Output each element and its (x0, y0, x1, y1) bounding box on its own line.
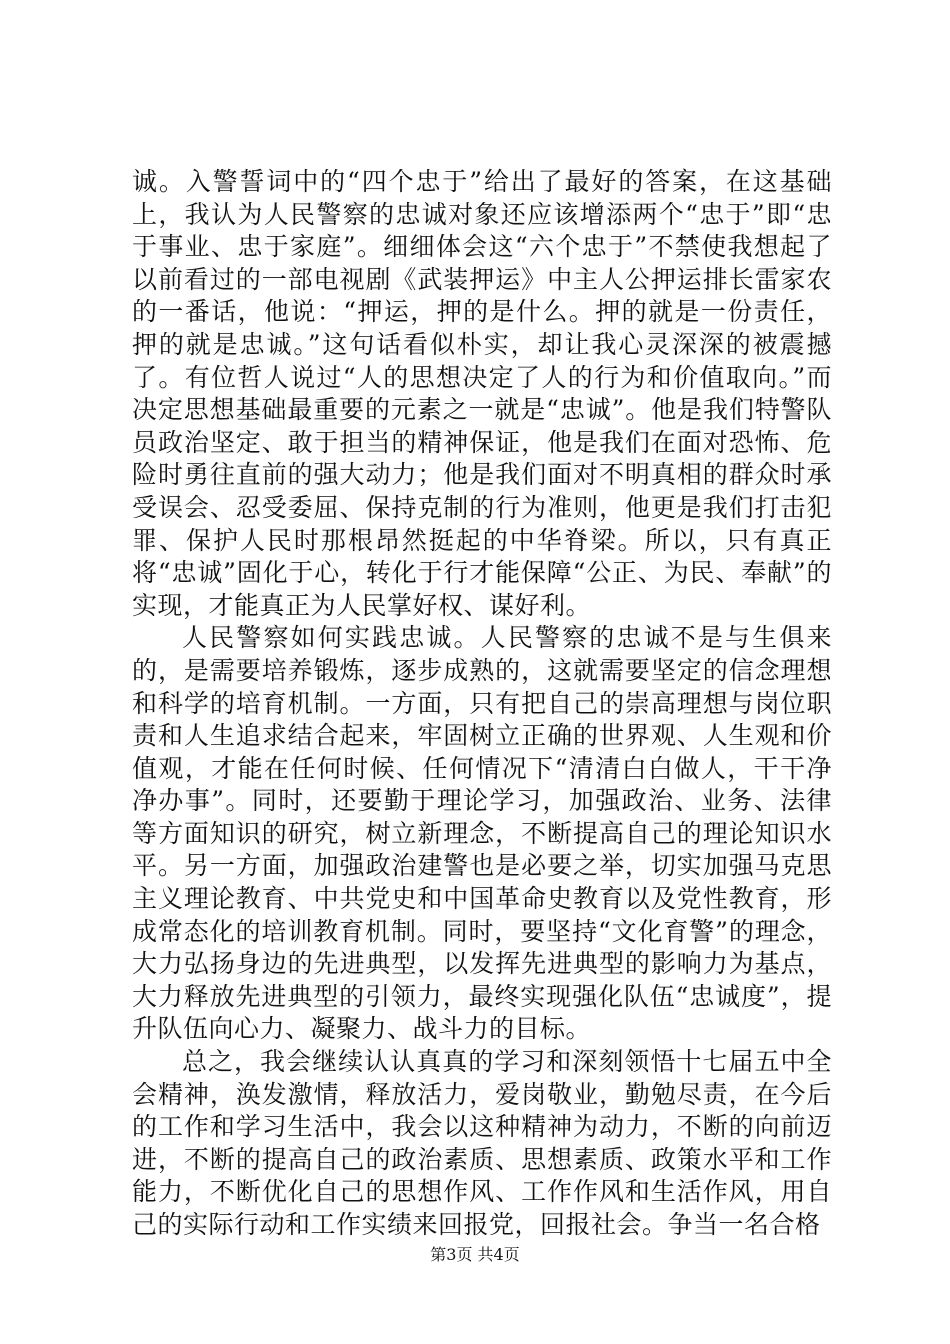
page-number: 第3页 共4页 (430, 1245, 520, 1264)
document-body (132, 166, 832, 1242)
paragraph-continuation: 诚。入警誓词中的“四个忠于”给出了最好的答案，在这基础上，我认为人民警察的忠诚对象还应该增添两个“忠于”即“忠于事业、忠于家庭”。细细体会这“六个忠于”不禁使我想起了以前看过的一部电视剧《武装押运》中主人公押运排长雷家农的一番话，他说：“押运，押的是什么。押的就是一份责任，押的就是忠诚。”这句话看似朴实，却让我心灵深深的被震撼了。有位哲人说过“人的思想决定了人的行为和价值取向。”而决定思想基础最重要的元素之一就是“忠诚”。他是我们特警队员政治坚定、敢于担当的精神保证，他是我们在面对恐怖、危险时勇往直前的强大动力；他是我们面对不明真相的群众时承受误会、忍受委屈、保持克制的行为准则，他更是我们打击犯罪、保护人民时那根昂然挺起的中华脊梁。所以，只有真正将“忠诚”固化于心，转化于行才能保障“公正、为民、奉献”的实现，才能真正为人民掌好权、谋好利。 (132, 167, 832, 620)
paragraph-conclusion: 总之，我会继续认认真真的学习和深刻领悟十七届五中全会精神，涣发激情，释放活力，爱岗敬业，勤勉尽责，在今后的工作和学习生活中，我会以这种精神为动力，不断的向前迈进，不断的提高自己的政治素质、思想素质、政策水平和工作能力，不断优化自己的思想作风、工作作风和生活作风，用自己的实际行动和工作实绩来回报党，回报社会。争当一名合格 (132, 1047, 832, 1239)
paragraph-practice-loyalty: 人民警察如何实践忠诚。人民警察的忠诚不是与生俱来的，是需要培养锻炼，逐步成熟的，这就需要坚定的信念理想和科学的培育机制。一方面，只有把自己的崇高理想与岗位职责和人生追求结合起来，牢固树立正确的世界观、人生观和价值观，才能在任何时候、任何情况下“清清白白做人，干干净净办事”。同时，还要勤于理论学习，加强政治、业务、法律等方面知识的研究，树立新理念，不断提高自己的理论知识水平。另一方面，加强政治建警也是必要之举，切实加强马克思主义理论教育、中共党史和中国革命史教育以及党性教育，形成常态化的培训教育机制。同时，要坚持“文化育警”的理念，大力弘扬身边的先进典型，以发挥先进典型的影响力为基点，大力释放先进典型的引领力，最终实现强化队伍“忠诚度”，提升队伍向心力、凝聚力、战斗力的目标。 (132, 623, 832, 1044)
page-footer (0, 1245, 950, 1265)
